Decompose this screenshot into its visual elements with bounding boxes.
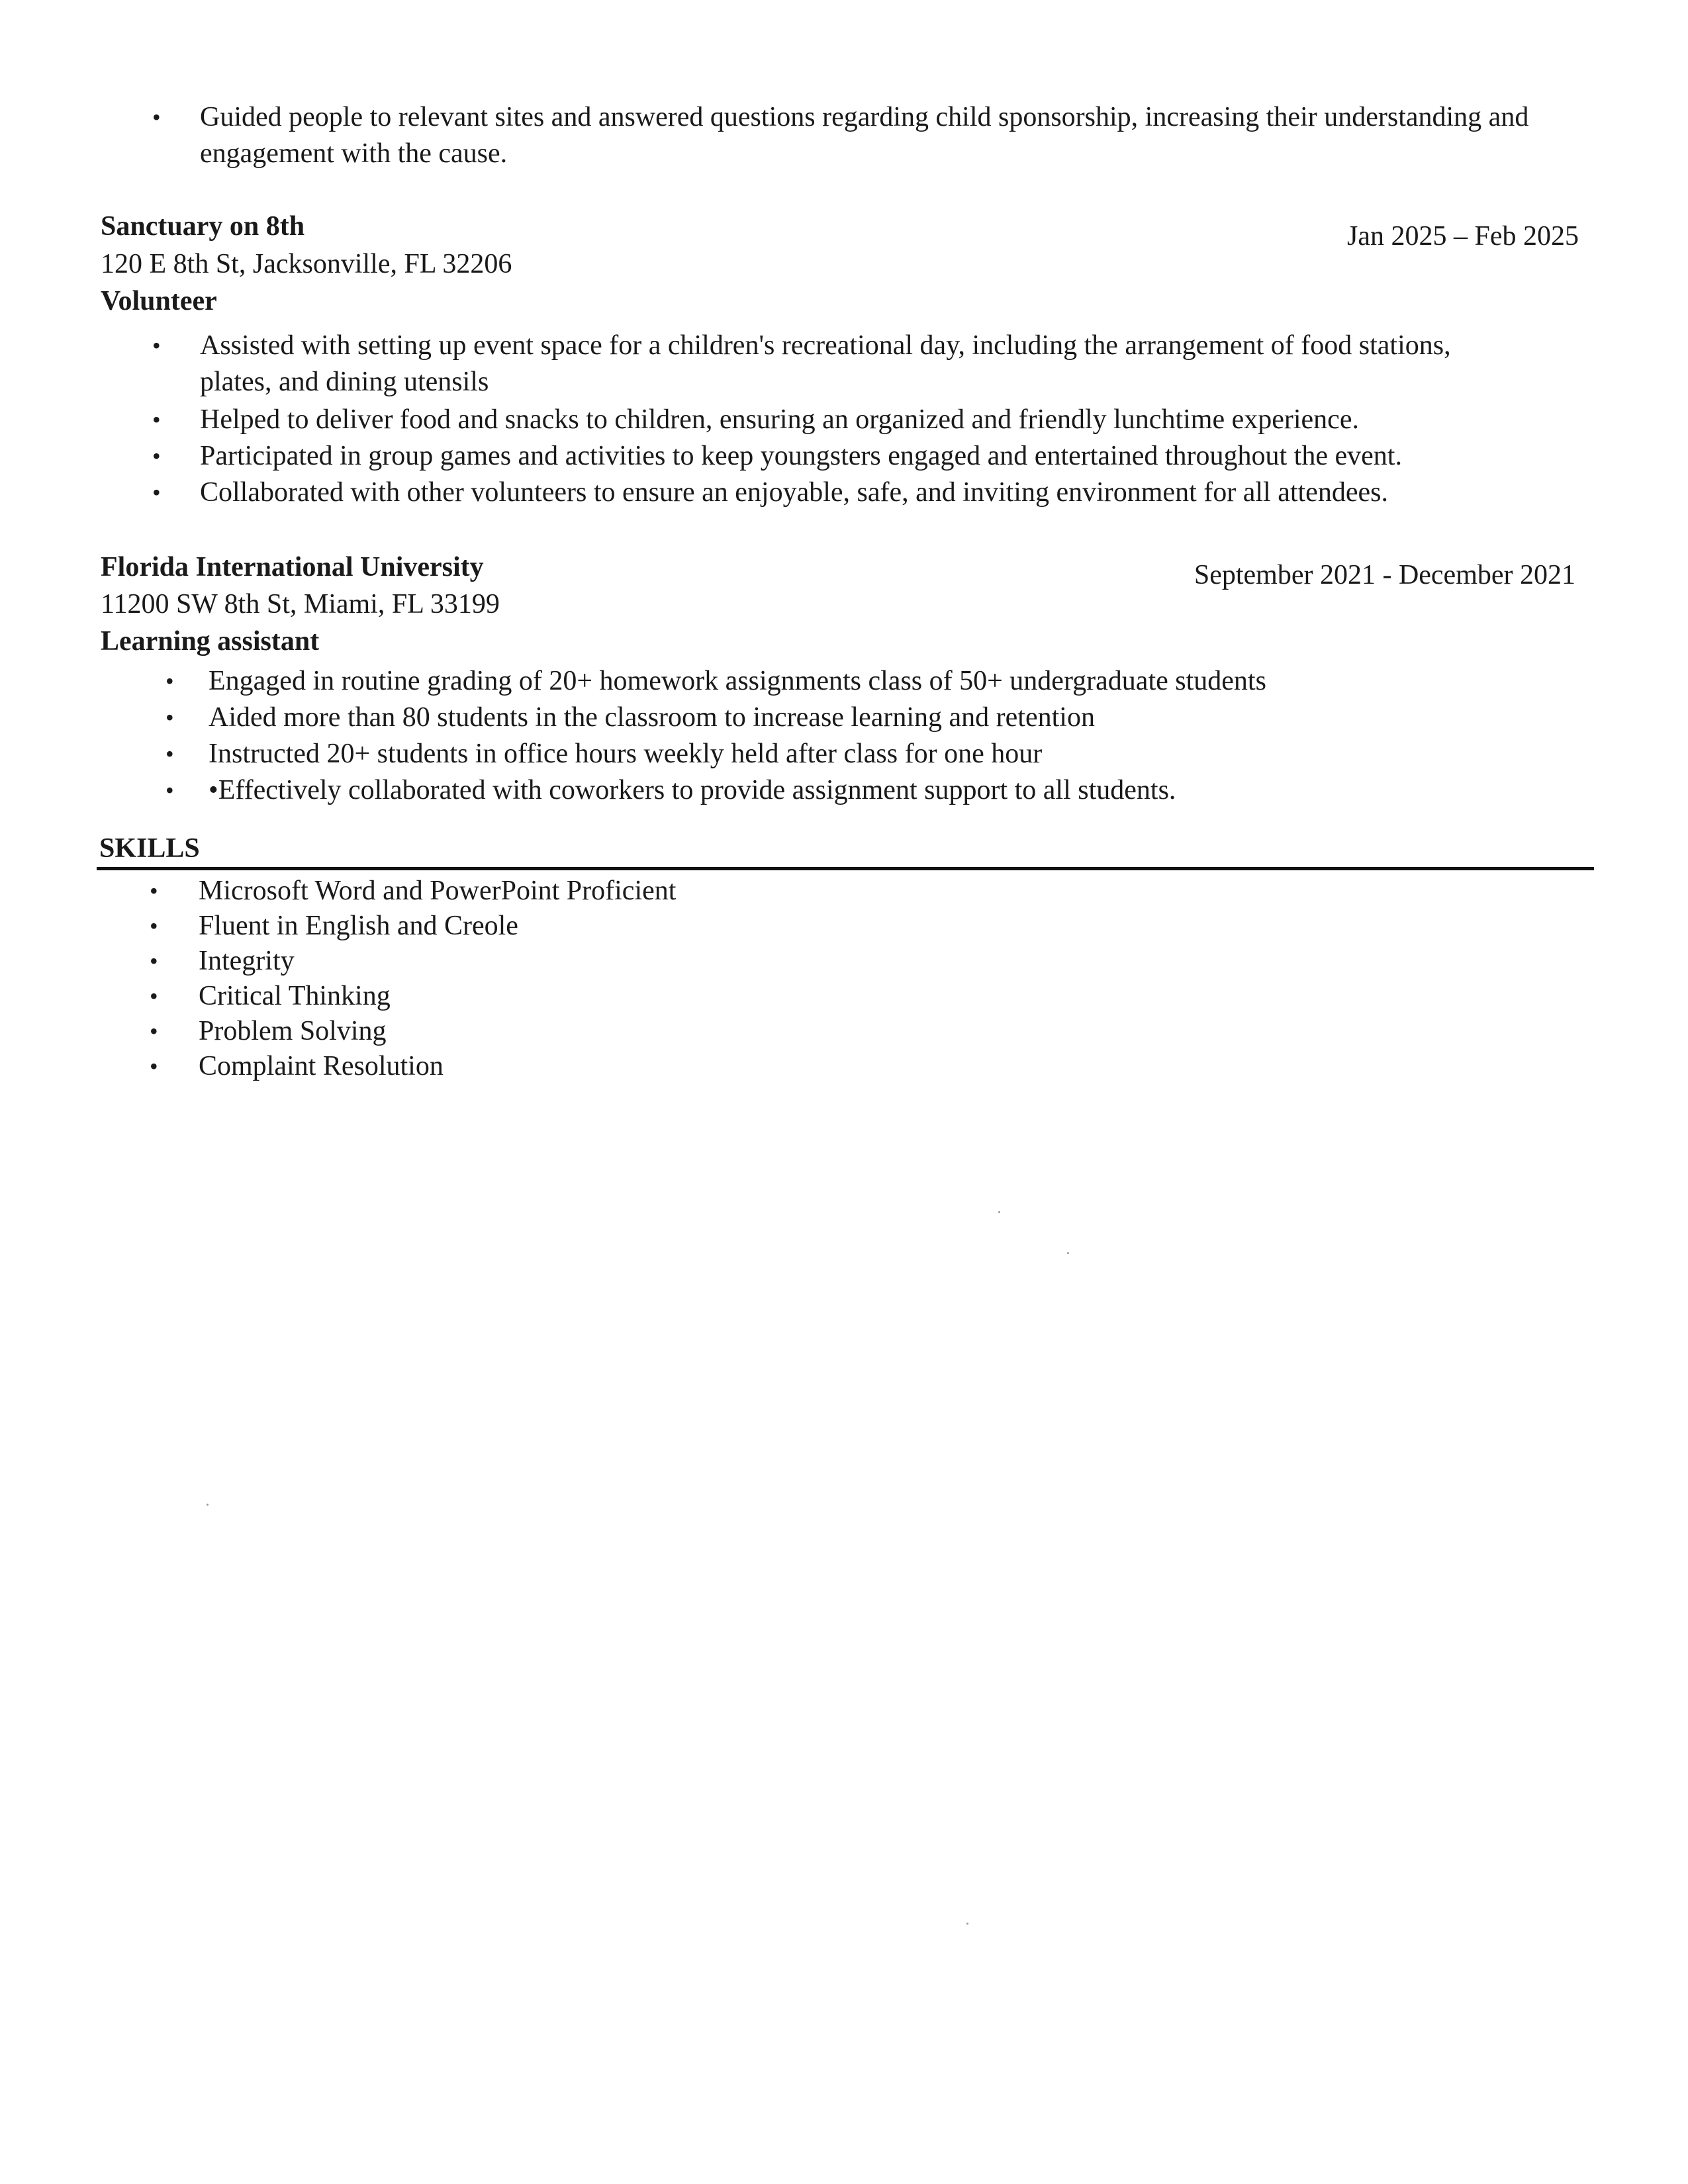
scan-speck bbox=[1067, 1252, 1069, 1254]
list-item bbox=[99, 663, 1523, 700]
skill-text: Fluent in English and Creole bbox=[199, 911, 518, 941]
list-item bbox=[99, 475, 1523, 511]
scan-speck bbox=[207, 1504, 209, 1506]
list-item bbox=[99, 736, 1523, 772]
bullet-text: Instructed 20+ students in office hours weekly held after class for one hour bbox=[209, 739, 1043, 769]
bullet-icon: • bbox=[150, 878, 158, 904]
bullet-icon: • bbox=[150, 1018, 158, 1044]
bullet-icon: • bbox=[165, 741, 174, 767]
bullet-icon: • bbox=[150, 983, 158, 1009]
bullet-text: Engaged in routine grading of 20+ homework assignments class of 50+ undergraduate students bbox=[209, 666, 1266, 696]
org-address: 120 E 8th St, Jacksonville, FL 32206 bbox=[101, 249, 512, 279]
org-name: Sanctuary on 8th bbox=[101, 211, 305, 242]
list-item bbox=[99, 99, 1589, 172]
date-range: Jan 2025 – Feb 2025 bbox=[1347, 221, 1579, 251]
scan-speck bbox=[998, 1211, 1000, 1213]
fiu-bullet-list bbox=[99, 663, 1523, 809]
bullet-icon: • bbox=[152, 406, 161, 433]
bullet-icon: • bbox=[152, 443, 161, 469]
skill-text: Complaint Resolution bbox=[199, 1051, 444, 1081]
list-item bbox=[99, 772, 1523, 809]
section-title-skills: SKILLS bbox=[99, 833, 200, 864]
bullet-text: Participated in group games and activities to keep youngsters engaged and entertained throughout the event. bbox=[200, 441, 1402, 471]
sanctuary-bullet-list bbox=[99, 328, 1523, 511]
bullet-icon: • bbox=[150, 948, 158, 974]
list-item bbox=[99, 700, 1523, 736]
list-item bbox=[99, 1049, 1092, 1084]
bullet-icon: • bbox=[152, 479, 161, 506]
skill-text: Problem Solving bbox=[199, 1016, 387, 1046]
skills-list bbox=[99, 874, 1092, 1084]
top-bullet-list bbox=[99, 99, 1589, 172]
list-item bbox=[99, 438, 1523, 475]
list-item bbox=[99, 1014, 1092, 1049]
bullet-icon: • bbox=[165, 704, 174, 731]
list-item bbox=[99, 944, 1092, 979]
skill-text: Critical Thinking bbox=[199, 981, 391, 1011]
bullet-icon: • bbox=[165, 777, 174, 803]
scan-speck bbox=[966, 1923, 968, 1925]
bullet-text: •Effectively collaborated with coworkers to provide assignment support to all students. bbox=[209, 775, 1176, 805]
bullet-text: Guided people to relevant sites and answered questions regarding child sponsorship, increasing their understanding and engagement with the cause. bbox=[200, 102, 1529, 169]
date-range: September 2021 - December 2021 bbox=[1194, 560, 1575, 590]
role-title: Learning assistant bbox=[101, 626, 320, 657]
skill-text: Integrity bbox=[199, 946, 295, 976]
list-item bbox=[99, 402, 1523, 438]
list-item bbox=[99, 328, 1523, 400]
bullet-text: Assisted with setting up event space for a children's recreational day, including the arrangement of food stations, plates, and dining utensils bbox=[200, 330, 1451, 397]
bullet-icon: • bbox=[152, 104, 161, 130]
list-item bbox=[99, 909, 1092, 944]
bullet-icon: • bbox=[152, 332, 161, 359]
bullet-text: Collaborated with other volunteers to ensure an enjoyable, safe, and inviting environment for all attendees. bbox=[200, 477, 1388, 508]
role-title: Volunteer bbox=[101, 286, 217, 316]
bullet-text: Aided more than 80 students in the classroom to increase learning and retention bbox=[209, 702, 1095, 733]
section-divider bbox=[97, 867, 1594, 870]
list-item bbox=[99, 979, 1092, 1014]
bullet-icon: • bbox=[165, 668, 174, 694]
bullet-icon: • bbox=[150, 1053, 158, 1079]
bullet-icon: • bbox=[150, 913, 158, 939]
org-name: Florida International University bbox=[101, 552, 484, 582]
skill-text: Microsoft Word and PowerPoint Proficient bbox=[199, 876, 677, 906]
org-address: 11200 SW 8th St, Miami, FL 33199 bbox=[101, 589, 500, 619]
list-item bbox=[99, 874, 1092, 909]
bullet-text: Helped to deliver food and snacks to children, ensuring an organized and friendly lunchtime experience. bbox=[200, 404, 1359, 435]
